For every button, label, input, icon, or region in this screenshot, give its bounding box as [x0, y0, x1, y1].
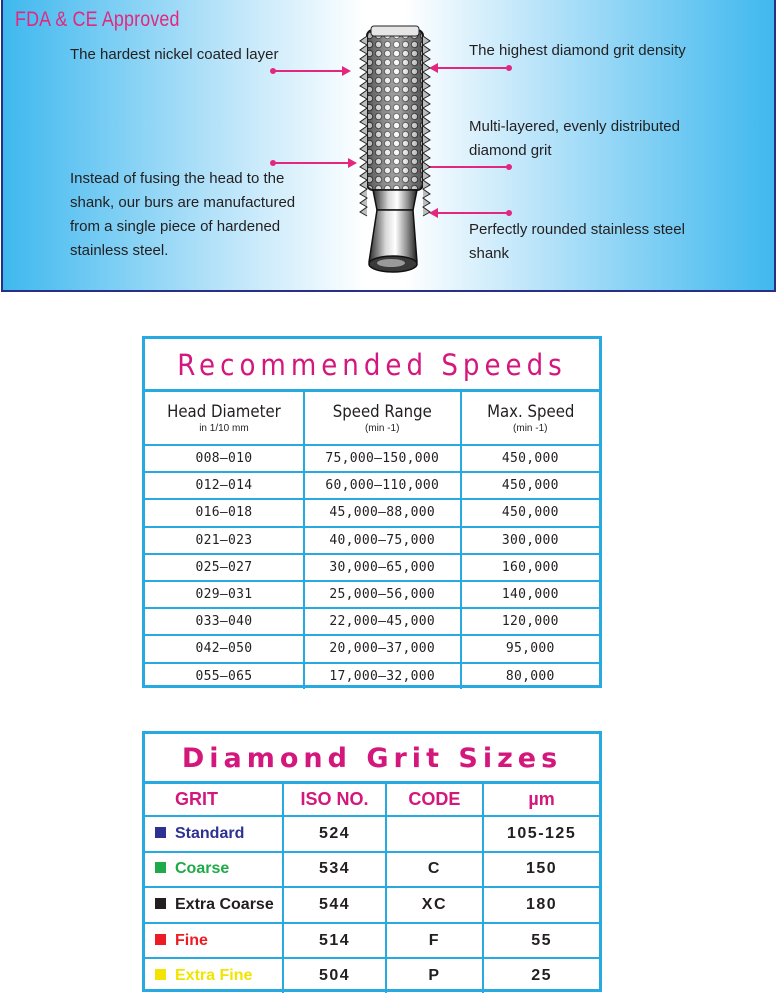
code-cell: C: [386, 852, 484, 888]
table-row: [145, 581, 599, 608]
iso-cell: 504: [283, 958, 385, 993]
arrow-grit-density: [431, 67, 509, 69]
approval-badge: FDA & CE Approved: [15, 8, 180, 31]
table-row: [145, 958, 599, 993]
um-cell: 55: [483, 923, 599, 959]
head-diameter-cell: 025–027: [145, 554, 304, 581]
grit-title: Diamond Grit Sizes: [145, 734, 599, 784]
head-diameter-cell: 021–023: [145, 527, 304, 554]
speed-range-cell: 45,000–88,000: [304, 499, 461, 526]
max-speed-cell: 140,000: [461, 581, 599, 608]
grit-header-row: [145, 784, 599, 816]
color-swatch: [155, 827, 166, 838]
header-head-diameter: Head Diameter in 1/10 mm: [145, 392, 304, 445]
color-swatch: [155, 898, 166, 909]
table-row: [145, 554, 599, 581]
speeds-header-row: [145, 392, 599, 445]
um-cell: 25: [483, 958, 599, 993]
code-cell: [386, 816, 484, 852]
header-speed-range: Speed Range (min -1): [304, 392, 461, 445]
table-row: [145, 663, 599, 689]
head-diameter-cell: 033–040: [145, 608, 304, 635]
table-row: [145, 816, 599, 852]
speeds-title: Recommended Speeds: [145, 339, 599, 392]
max-speed-cell: 95,000: [461, 635, 599, 662]
table-row: [145, 887, 599, 923]
speed-range-cell: 30,000–65,000: [304, 554, 461, 581]
label-nickel-layer: The hardest nickel coated layer: [70, 46, 279, 63]
table-row: [145, 923, 599, 959]
iso-cell: 544: [283, 887, 385, 923]
label-multi-layered: Multi-layered, evenly distributed diamond grit: [469, 118, 680, 159]
max-speed-cell: 80,000: [461, 663, 599, 689]
table-row: [145, 852, 599, 888]
speed-range-cell: 75,000–150,000: [304, 445, 461, 472]
table-row: [145, 635, 599, 662]
head-diameter-cell: 055–065: [145, 663, 304, 689]
table-row: [145, 499, 599, 526]
iso-cell: 524: [283, 816, 385, 852]
arrow-nickel-layer: [273, 70, 349, 72]
iso-cell: 534: [283, 852, 385, 888]
diamond-grit-sizes-table: [142, 731, 602, 992]
head-diameter-cell: 042–050: [145, 635, 304, 662]
code-cell: XC: [386, 887, 484, 923]
max-speed-cell: 120,000: [461, 608, 599, 635]
label-rounded-shank: Perfectly rounded stainless steel shank: [469, 221, 685, 262]
color-swatch: [155, 934, 166, 945]
um-cell: 105-125: [483, 816, 599, 852]
arrow-rounded-shank: [431, 212, 509, 214]
arrow-single-piece: [273, 162, 355, 164]
head-diameter-cell: 029–031: [145, 581, 304, 608]
table-row: [145, 608, 599, 635]
grit-name-cell: Coarse: [145, 852, 283, 888]
speed-range-cell: 20,000–37,000: [304, 635, 461, 662]
color-swatch: [155, 862, 166, 873]
code-cell: F: [386, 923, 484, 959]
speed-range-cell: 60,000–110,000: [304, 472, 461, 499]
head-diameter-cell: 016–018: [145, 499, 304, 526]
color-swatch: [155, 969, 166, 980]
grit-name-cell: Fine: [145, 923, 283, 959]
max-speed-cell: 450,000: [461, 499, 599, 526]
header-code: CODE: [386, 784, 484, 816]
recommended-speeds-table: [142, 336, 602, 688]
grit-name-cell: Extra Fine: [145, 958, 283, 993]
iso-cell: 514: [283, 923, 385, 959]
header-um: µm: [483, 784, 599, 816]
table-row: [145, 445, 599, 472]
label-grit-density: The highest diamond grit density: [469, 42, 686, 59]
um-cell: 180: [483, 887, 599, 923]
table-row: [145, 527, 599, 554]
label-single-piece: Instead of fusing the head to the shank, our burs are manufactured from a single piece of hardened stainless steel.: [70, 170, 296, 259]
diamond-bur-image: [347, 22, 442, 284]
max-speed-cell: 450,000: [461, 472, 599, 499]
um-cell: 150: [483, 852, 599, 888]
header-grit: GRIT: [145, 784, 283, 816]
max-speed-cell: 160,000: [461, 554, 599, 581]
max-speed-cell: 300,000: [461, 527, 599, 554]
speed-range-cell: 40,000–75,000: [304, 527, 461, 554]
speed-range-cell: 25,000–56,000: [304, 581, 461, 608]
header-max-speed: Max. Speed (min -1): [461, 392, 599, 445]
head-diameter-cell: 008–010: [145, 445, 304, 472]
speed-range-cell: 17,000–32,000: [304, 663, 461, 689]
max-speed-cell: 450,000: [461, 445, 599, 472]
speed-range-cell: 22,000–45,000: [304, 608, 461, 635]
table-row: [145, 472, 599, 499]
grit-name-cell: Extra Coarse: [145, 887, 283, 923]
head-diameter-cell: 012–014: [145, 472, 304, 499]
grit-name-cell: Standard: [145, 816, 283, 852]
product-banner: [1, 0, 776, 292]
header-iso-no: ISO NO.: [283, 784, 385, 816]
code-cell: P: [386, 958, 484, 993]
